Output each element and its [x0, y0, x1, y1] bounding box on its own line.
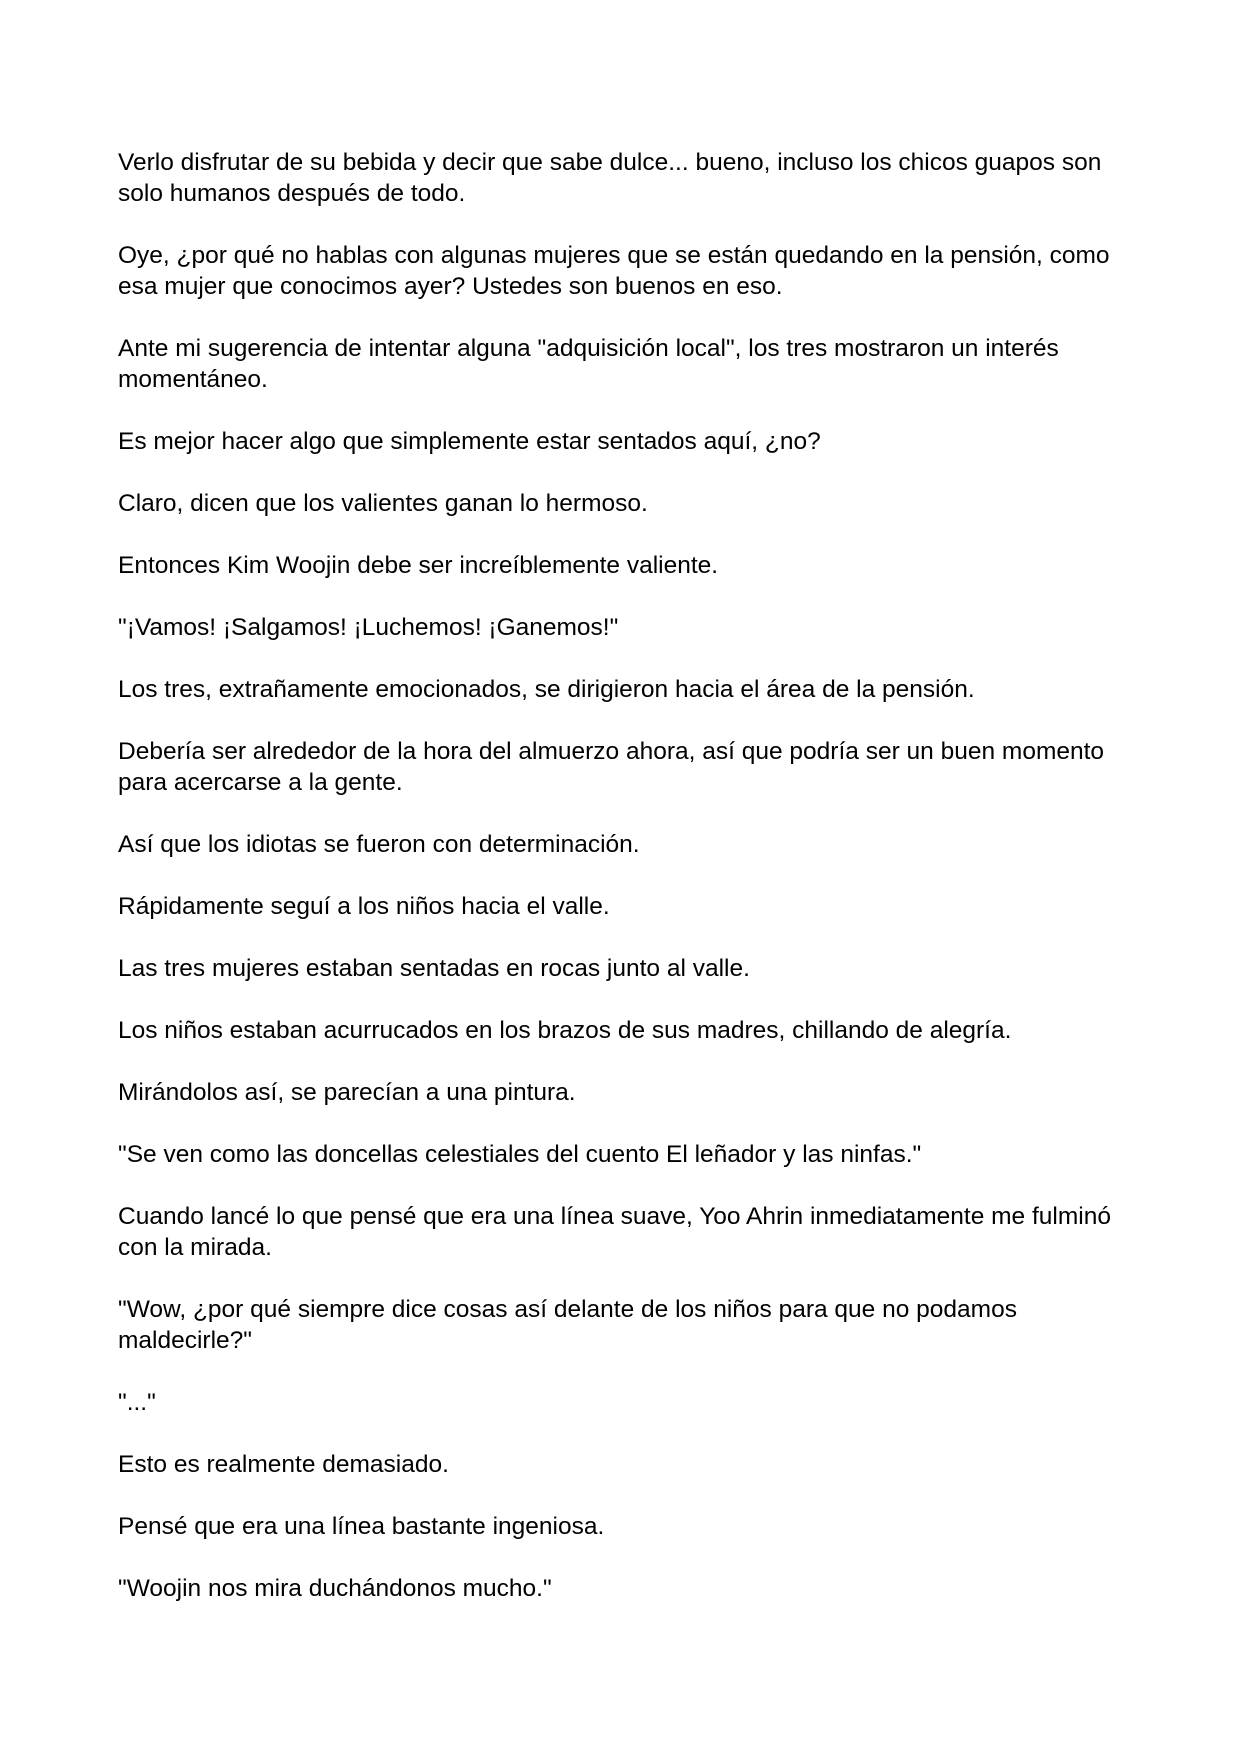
paragraph: Cuando lancé lo que pensé que era una línea suave, Yoo Ahrin inmediatamente me fulminó con la mirada. — [118, 1203, 1111, 1261]
paragraph: Entonces Kim Woojin debe ser increíblemente valiente. — [118, 552, 719, 579]
paragraph: Esto es realmente demasiado. — [118, 1451, 449, 1478]
paragraph: Pensé que era una línea bastante ingeniosa. — [118, 1513, 605, 1540]
paragraph: "Woojin nos mira duchándonos mucho." — [118, 1575, 552, 1602]
paragraph: Claro, dicen que los valientes ganan lo hermoso. — [118, 490, 648, 517]
paragraph: Mirándolos así, se parecían a una pintura. — [118, 1079, 576, 1106]
paragraph: Las tres mujeres estaban sentadas en rocas junto al valle. — [118, 955, 750, 982]
paragraph: "¡Vamos! ¡Salgamos! ¡Luchemos! ¡Ganemos!" — [118, 614, 619, 641]
paragraph: Así que los idiotas se fueron con determinación. — [118, 831, 640, 858]
paragraph: Es mejor hacer algo que simplemente estar sentados aquí, ¿no? — [118, 428, 821, 455]
paragraph: "..." — [118, 1389, 156, 1416]
paragraph: Verlo disfrutar de su bebida y decir que sabe dulce... bueno, incluso los chicos guapos son solo humanos después de todo. — [118, 149, 1102, 207]
paragraph: "Se ven como las doncellas celestiales del cuento El leñador y las ninfas." — [118, 1141, 922, 1168]
paragraph: Los niños estaban acurrucados en los brazos de sus madres, chillando de alegría. — [118, 1017, 1012, 1044]
paragraph: Rápidamente seguí a los niños hacia el valle. — [118, 893, 610, 920]
paragraph: Oye, ¿por qué no hablas con algunas mujeres que se están quedando en la pensión, como esa mujer que conocimos ayer? Ustedes son buenos en eso. — [118, 242, 1110, 300]
paragraph: Los tres, extrañamente emocionados, se dirigieron hacia el área de la pensión. — [118, 676, 975, 703]
paragraph: "Wow, ¿por qué siempre dice cosas así delante de los niños para que no podamos maldecirle?" — [118, 1296, 1017, 1354]
document-body — [118, 147, 1128, 1635]
paragraph: Ante mi sugerencia de intentar alguna "adquisición local", los tres mostraron un interés momentáneo. — [118, 335, 1059, 393]
paragraph: Debería ser alrededor de la hora del almuerzo ahora, así que podría ser un buen momento para acercarse a la gente. — [118, 738, 1105, 796]
